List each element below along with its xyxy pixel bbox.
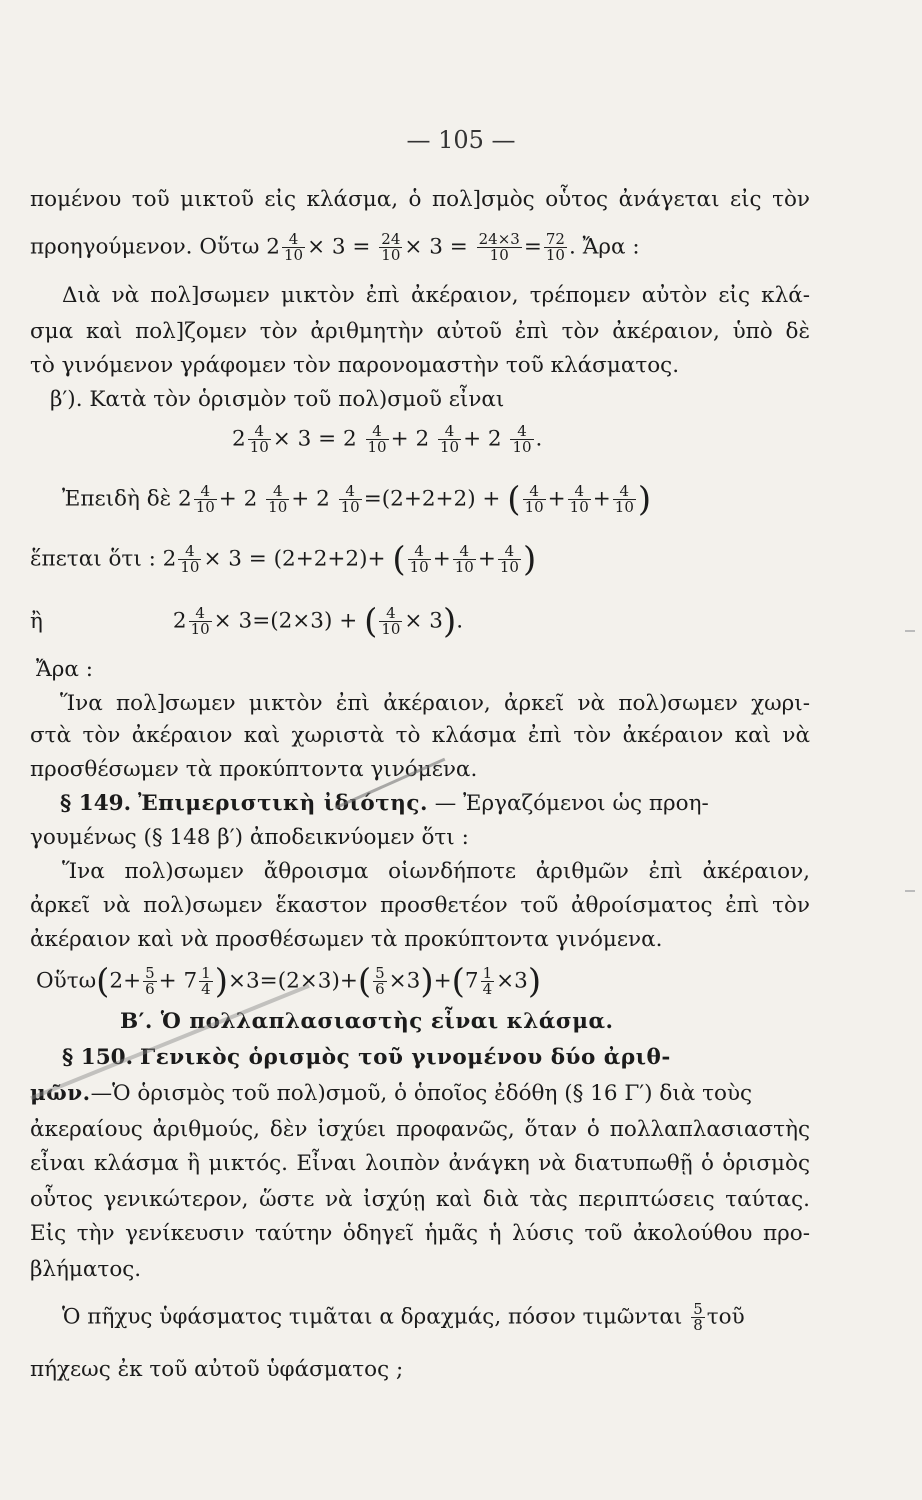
fraction: $\frac{5}{6}$ bbox=[145, 964, 155, 998]
fraction: $\frac{24\times 3}{10}$ bbox=[478, 230, 520, 264]
equation-line: 2 $\frac{4}{10}$ × 3 = 2 $\frac{4}{10}$ + 2 $\frac{4}{10}$ + 2 $\frac{4}{10}$ . bbox=[232, 422, 543, 456]
fraction: $\frac{5}{6}$ bbox=[375, 964, 385, 998]
fraction: $\frac{4}{10}$ bbox=[454, 542, 474, 576]
fraction: $\frac{4}{10}$ bbox=[409, 542, 429, 576]
fraction: $\frac{5}{8}$ bbox=[693, 1300, 703, 1334]
text-line: Ἄρα : bbox=[36, 657, 94, 682]
equation-line: Ἐπειδὴ δὲ 2 $\frac{4}{10}$ + 2 $\frac{4}{10}$ + 2 $\frac{4}{10}$ =(2+2+2) + ( $\frac{4}{10}$ + $\frac{4}{10}$ + $\frac{4}{10}$ ) bbox=[62, 479, 652, 520]
text-line: προσθέσωμεν τὰ προκύπτοντα γινόμενα. bbox=[30, 757, 478, 782]
fraction: $\frac{4}{10}$ bbox=[499, 542, 519, 576]
fraction: $\frac{24}{10}$ bbox=[381, 230, 401, 264]
equation-line: Οὕτω(2+ $\frac{5}{6}$ + 7 $\frac{1}{4}$ )×3=(2×3)+( $\frac{5}{6}$ ×3)+(7 $\frac{1}{4}$ ×3) bbox=[36, 961, 542, 1002]
fraction: $\frac{1}{4}$ bbox=[482, 964, 493, 998]
text-line: ἀκέραιον καὶ νὰ προσθέσωμεν τὰ προκύπτοντα γινόμενα. bbox=[30, 927, 663, 952]
text-line: ἀκεραίους ἀριθμούς, δὲν ἰσχύει προφανῶς, ὅταν ὁ πολλαπλασιαστὴς bbox=[30, 1117, 810, 1142]
page-number: — 105 — bbox=[406, 126, 516, 154]
text-line: οὗτος γενικώτερον, ὥστε νὰ ἰσχύῃ καὶ διὰ τὰς περιπτώσεις ταύτας. bbox=[30, 1187, 810, 1212]
fraction: $\frac{4}{10}$ bbox=[614, 482, 634, 516]
text-line: Διὰ νὰ πολ]σωμεν μικτὸν ἐπὶ ἀκέραιον, τρέπομεν αὐτὸν εἰς κλά- bbox=[62, 283, 810, 308]
text-line: Εἰς τὴν γενίκευσιν ταύτην ὁδηγεῖ ἡμᾶς ἡ λύσις τοῦ ἀκολούθου προ- bbox=[30, 1221, 810, 1246]
equation-line: ἕπεται ὅτι : 2 $\frac{4}{10}$ × 3 = (2+2+2)+ ( $\frac{4}{10}$ + $\frac{4}{10}$ + $\frac{4}{10}$ ) bbox=[30, 539, 537, 580]
text-line: σμα καὶ πολ]ζομεν τὸν ἀριθμητὴν αὐτοῦ ἐπὶ τὸν ἀκέραιον, ὑπὸ δὲ bbox=[30, 319, 810, 344]
fraction: $\frac{4}{10}$ bbox=[190, 604, 210, 638]
text-line: μῶν.—Ὁ ὁρισμὸς τοῦ πολ)σμοῦ, ὁ ὁποῖος ἐδόθη (§ 16 Γ′) διὰ τοὺς bbox=[30, 1081, 753, 1106]
fraction: $\frac{4}{10}$ bbox=[180, 542, 200, 576]
margin-tick bbox=[905, 890, 915, 892]
text-line: β′). Κατὰ τὸν ὁρισμὸν τοῦ πολ)σμοῦ εἶναι bbox=[50, 387, 505, 412]
text-line: τὸ γινόμενον γράφομεν τὸν παρονομαστὴν τοῦ κλάσματος. bbox=[30, 353, 680, 378]
fraction: $\frac{4}{10}$ bbox=[512, 422, 532, 456]
fraction: $\frac{4}{10}$ bbox=[524, 482, 544, 516]
text-line: Ἵνα πολ]σωμεν μικτὸν ἐπὶ ἀκέραιον, ἀρκεῖ νὰ πολ)σωμεν χωρι- bbox=[60, 691, 810, 716]
text-line: βλήματος. bbox=[30, 1257, 142, 1282]
subsection-heading: Β′. Ὁ πολλαπλασιαστὴς εἶναι κλάσμα. bbox=[120, 1009, 614, 1034]
text-line: πομένου τοῦ μικτοῦ εἰς κλάσμα, ὁ πολ]σμὸς οὗτος ἀνάγεται εἰς τὸν bbox=[30, 187, 810, 212]
text-line: Ἵνα πολ)σωμεν ἄθροισμα οἱωνδήποτε ἀριθμῶν ἐπὶ ἀκέραιον, bbox=[62, 859, 810, 884]
fraction: $\frac{4}{10}$ bbox=[195, 482, 215, 516]
section-heading: § 150. Γενικὸς ὁρισμὸς τοῦ γινομένου δύο ἀριθ- bbox=[62, 1045, 671, 1070]
fraction: $\frac{72}{10}$ bbox=[545, 230, 565, 264]
fraction: $\frac{4}{10}$ bbox=[381, 604, 401, 638]
text-line: ἀρκεῖ νὰ πολ)σωμεν ἕκαστον προσθετέον τοῦ ἀθροίσματος ἐπὶ τὸν bbox=[30, 893, 810, 918]
text-line: πήχεως ἐκ τοῦ αὐτοῦ ὑφάσματος ; bbox=[30, 1357, 404, 1382]
fraction: $\frac{1}{4}$ bbox=[201, 964, 211, 998]
fraction: $\frac{4}{10}$ bbox=[439, 422, 460, 456]
equation-line: ἢ 2 $\frac{4}{10}$ × 3=(2×3) + ( $\frac{4}{10}$ × 3). bbox=[30, 601, 464, 642]
fraction: $\frac{4}{10}$ bbox=[249, 422, 269, 456]
fraction: $\frac{4}{10}$ bbox=[283, 230, 304, 264]
margin-tick bbox=[905, 630, 915, 632]
equation-line: προηγούμενον. Οὕτω 2 $\frac{4}{10}$ × 3 = $\frac{24}{10}$ × 3 = $\frac{24\times 3}{10}$ = $\frac{72}{10}$ . Ἄρα : bbox=[30, 230, 640, 264]
text-line: εἶναι κλάσμα ἢ μικτός. Εἶναι λοιπὸν ἀνάγκη νὰ διατυπωθῇ ὁ ὁρισμὸς bbox=[30, 1151, 810, 1176]
text-line: στὰ τὸν ἀκέραιον καὶ χωριστὰ τὸ κλάσμα ἐπὶ τὸν ἀκέραιον καὶ νὰ bbox=[30, 723, 810, 748]
text-line: Ὁ πῆχυς ὑφάσματος τιμᾶται α δραχμάς, πόσον τιμῶνται $\frac{5}{8}$ τοῦ bbox=[62, 1300, 745, 1334]
section-heading: § 149. Ἐπιμεριστικὴ ἰδιότης. — Ἐργαζόμενοι ὡς προη- bbox=[60, 791, 709, 816]
fraction: $\frac{4}{10}$ bbox=[367, 422, 387, 456]
text-line: γουμένως (§ 148 β′) ἀποδεικνύομεν ὅτι : bbox=[30, 825, 469, 850]
fraction: $\frac{4}{10}$ bbox=[268, 482, 288, 516]
fraction: $\frac{4}{10}$ bbox=[340, 482, 360, 516]
fraction: $\frac{4}{10}$ bbox=[569, 482, 589, 516]
